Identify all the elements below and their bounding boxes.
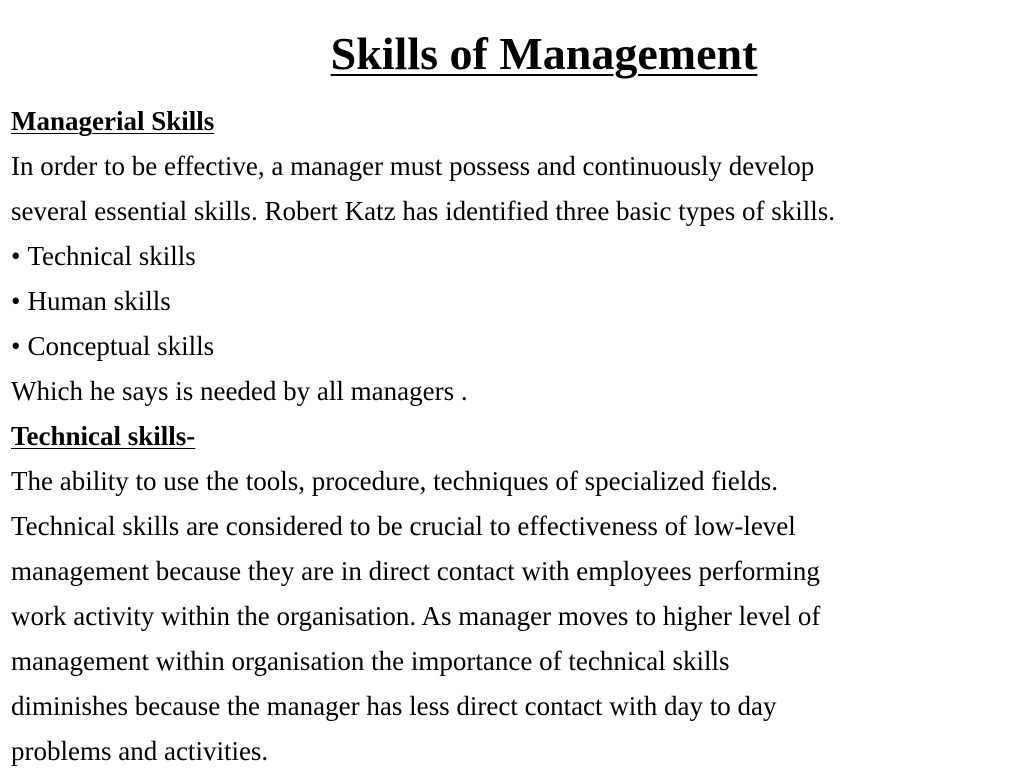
- technical-line-7: problems and activities.: [11, 736, 269, 766]
- bullet-label: Conceptual skills: [27, 331, 215, 361]
- bullet-item-technical: [11, 234, 1019, 279]
- bullet-icon: •: [11, 241, 21, 271]
- technical-line-4: work activity within the organisation. As manager moves to higher level of: [11, 601, 821, 631]
- technical-line-2: Technical skills are considered to be crucial to effectiveness of low-level: [11, 511, 796, 541]
- technical-line-3: management because they are in direct contact with employees performing: [11, 556, 820, 586]
- technical-skills-heading: Technical skills-: [11, 421, 196, 451]
- technical-line-1: The ability to use the tools, procedure, techniques of specialized fields.: [11, 466, 779, 496]
- slide-body: [11, 99, 1019, 774]
- bullet-label: Technical skills: [27, 241, 196, 271]
- intro-line-2: several essential skills. Robert Katz has identified three basic types of skills.: [11, 196, 836, 226]
- closing-line: Which he says is needed by all managers .: [11, 376, 468, 406]
- intro-line-1: In order to be effective, a manager must possess and continuously develop: [11, 151, 815, 181]
- bullet-icon: •: [11, 286, 21, 316]
- bullet-item-conceptual: [11, 324, 1019, 369]
- technical-line-6: diminishes because the manager has less direct contact with day to day: [11, 691, 777, 721]
- bullet-item-human: [11, 279, 1019, 324]
- bullet-label: Human skills: [27, 286, 171, 316]
- slide-title: Skills of Management: [330, 28, 758, 79]
- bullet-icon: •: [11, 331, 21, 361]
- managerial-skills-heading: Managerial Skills: [11, 106, 215, 136]
- technical-line-5: management within organisation the importance of technical skills: [11, 646, 730, 676]
